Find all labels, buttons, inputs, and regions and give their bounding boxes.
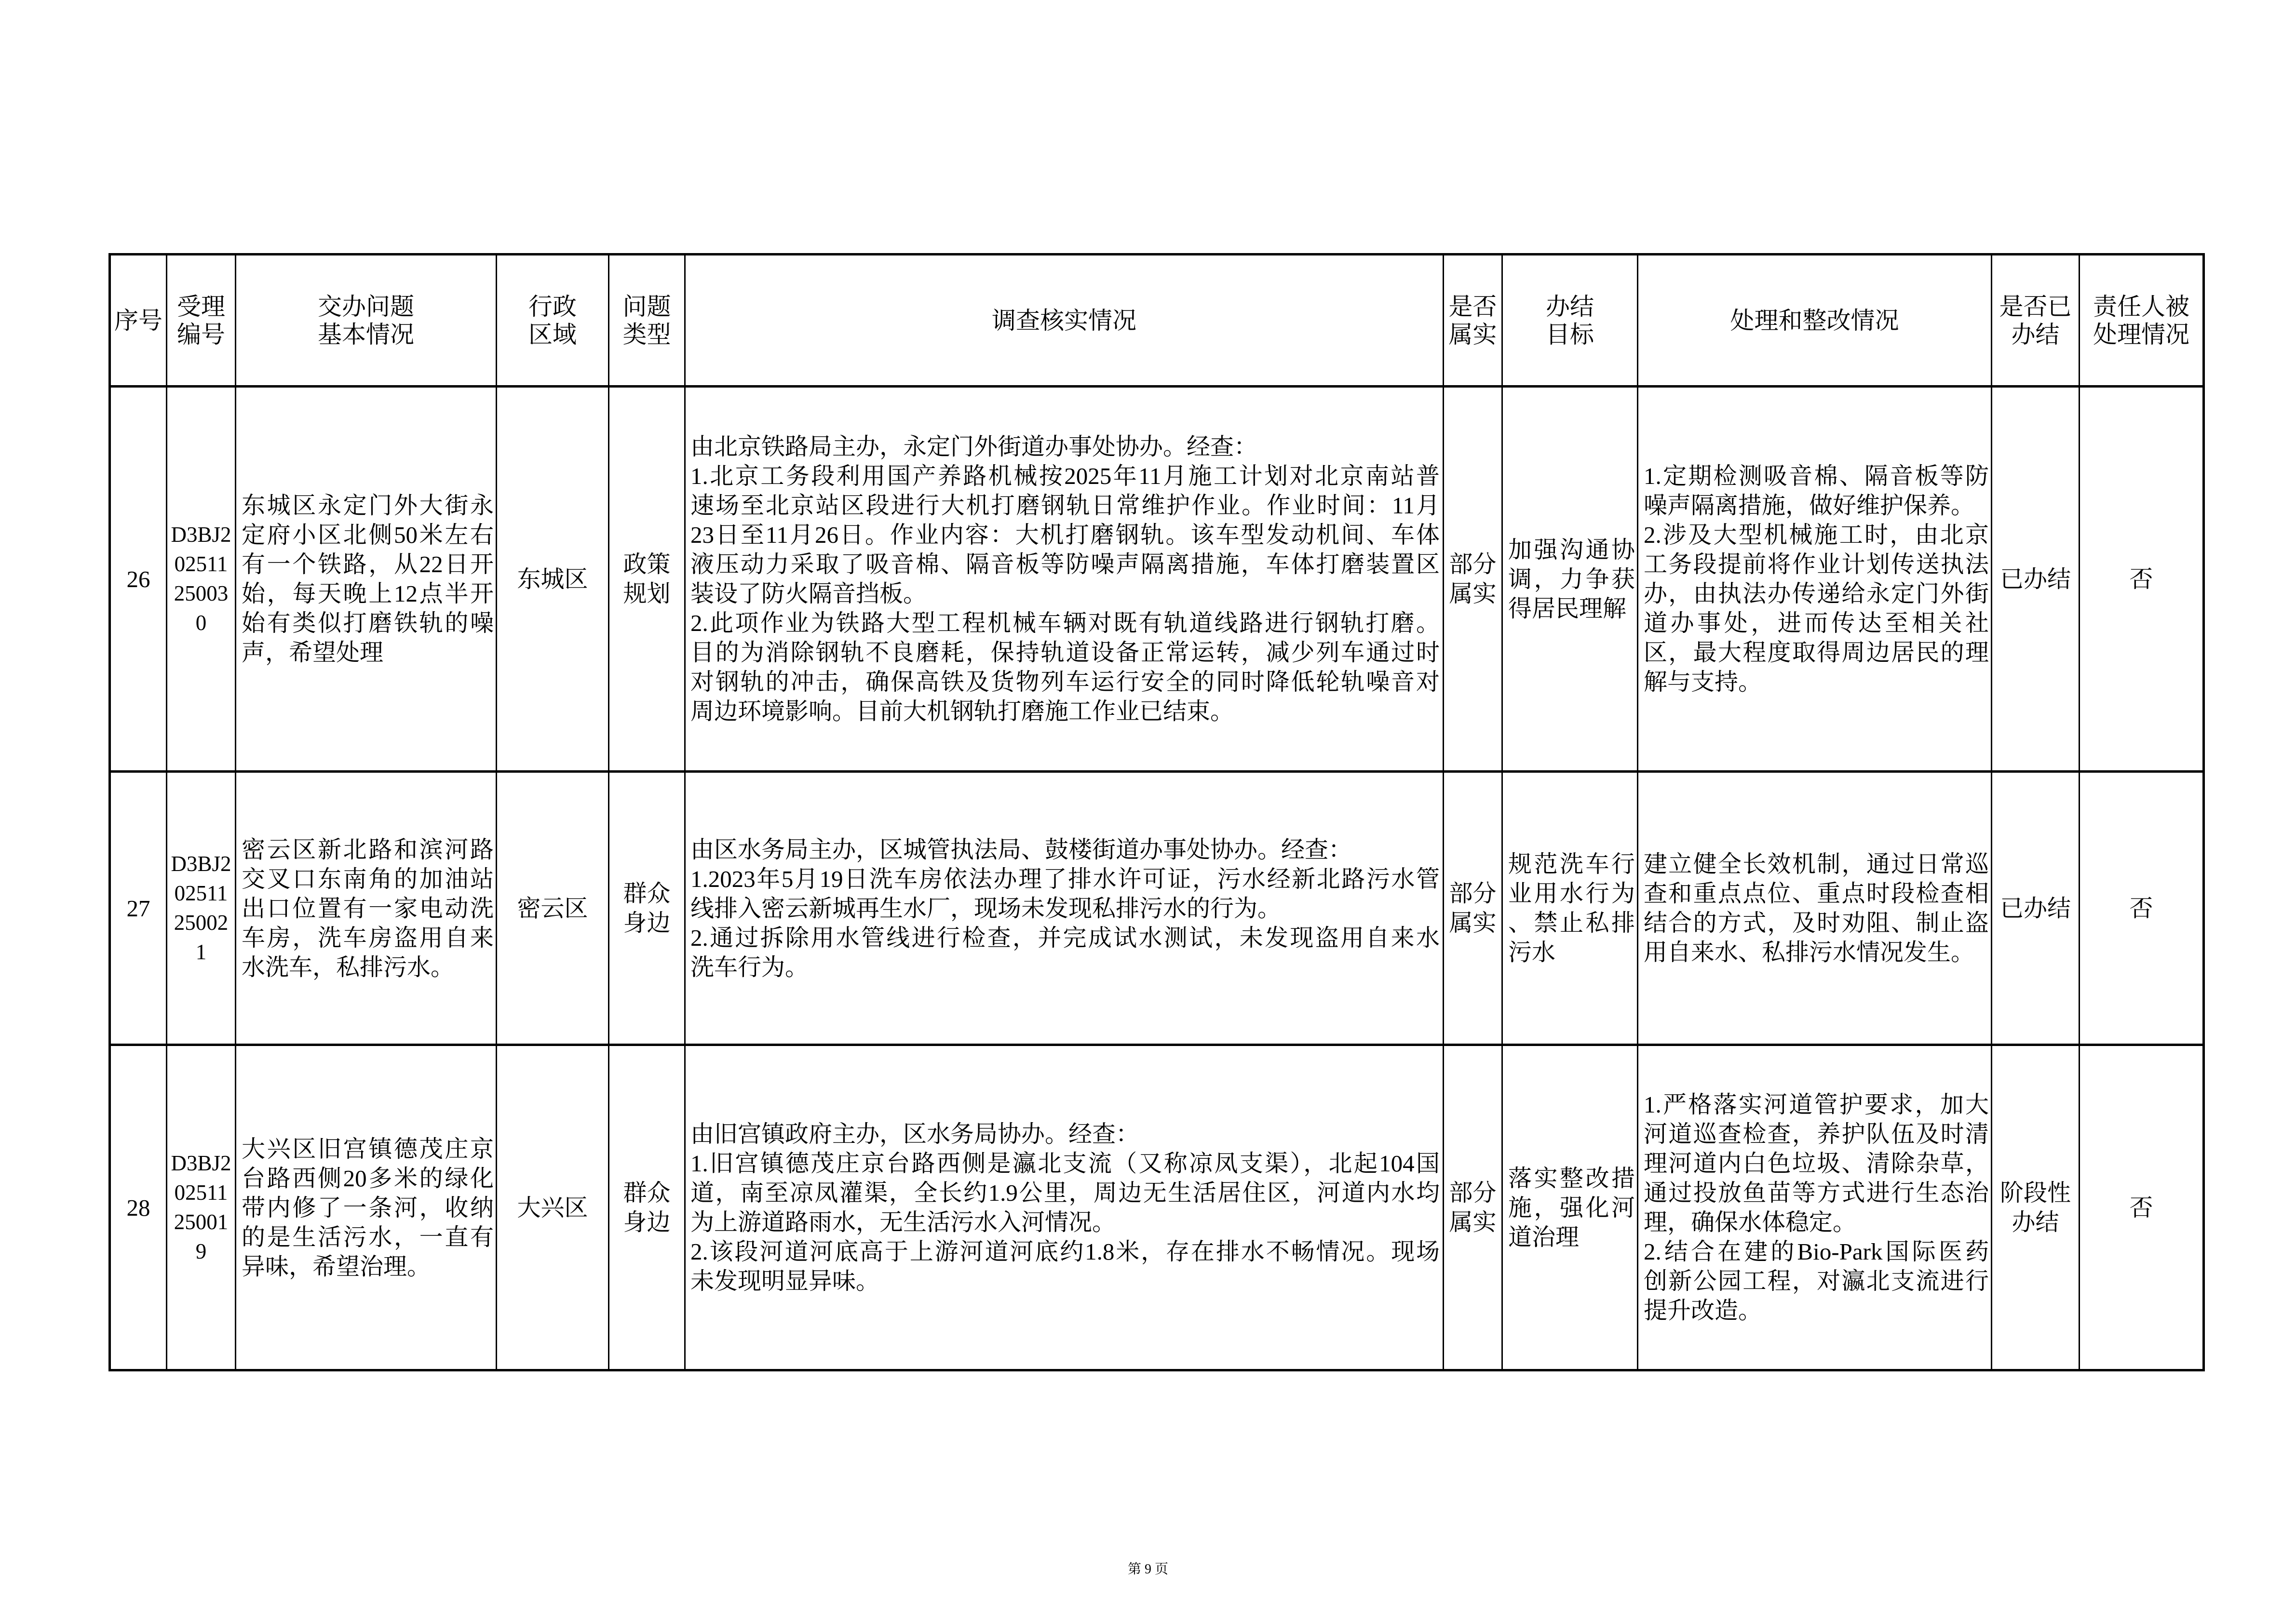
- text-line: 大兴区旧宫镇德茂庄京: [242, 1135, 494, 1162]
- text-line: 加强沟通协: [1508, 536, 1635, 563]
- text-line: 已办结: [1999, 565, 2071, 592]
- text-line: 属实: [1449, 910, 1497, 936]
- page-number: 第 9 页: [1127, 1562, 1168, 1577]
- text-line: 建立健全长效机制，通过日常巡: [1644, 851, 1989, 877]
- goal-text: [1503, 1164, 1637, 1252]
- cell-accountability: [2080, 772, 2204, 1045]
- cell-closed: [1992, 387, 2080, 772]
- cell-closed: [1992, 772, 2080, 1045]
- text-line: 否: [2129, 1194, 2153, 1221]
- text-line: 水洗车，私排污水。: [242, 953, 455, 980]
- text-line: 车房，洗车房盗用自来: [242, 924, 494, 951]
- text-line: 装设了防火隔音挡板。: [690, 580, 927, 607]
- goal-text: [1503, 849, 1637, 967]
- text-line: 2.此项作业为铁路大型工程机械车辆对既有轨道线路进行钢轨打磨。: [690, 610, 1440, 636]
- text-line: 序号: [114, 306, 162, 335]
- text-line: 2.涉及大型机械施工时，由北京: [1644, 522, 1989, 548]
- text-line: 始有类似打磨铁轨的噪: [242, 610, 494, 636]
- cell-accountability: [2080, 387, 2204, 772]
- header-district: [497, 255, 609, 387]
- handling-text: [1638, 849, 1991, 967]
- text-line: 规范洗车行: [1508, 851, 1635, 877]
- text-line: 工务段提前将作业计划传送执法: [1644, 551, 1989, 577]
- text-line: 02511: [174, 881, 228, 905]
- text-line: 办结: [2011, 320, 2060, 349]
- header-closed: [1992, 255, 2080, 387]
- text-line: 由北京铁路局主办，永定门外街道办事处协办。经查：: [690, 433, 1258, 460]
- text-line: 查和重点点位、重点时段检查相: [1644, 880, 1989, 907]
- text-line: 行政: [528, 292, 577, 321]
- cell-goal: [1502, 1045, 1638, 1370]
- cell-category: [609, 1045, 685, 1370]
- text-line: 2.通过拆除用水管线进行检查，并完成试水测试，未发现盗用自来水: [690, 924, 1440, 951]
- investigation-text: [686, 432, 1443, 726]
- text-line: 处理和整改情况: [1730, 306, 1899, 335]
- text-line: 1.定期检测吸音棉、隔音板等防: [1644, 463, 1989, 489]
- cell-issue: [236, 772, 497, 1045]
- text-line: 由区水务局主办，区城管执法局、鼓楼街道办事处协办。经查：: [690, 836, 1352, 863]
- text-line: 已办结: [1999, 895, 2071, 922]
- text-line: 通过投放鱼苗等方式进行生态治: [1644, 1180, 1989, 1206]
- text-line: 创新公园工程，对瀛北支流进行: [1644, 1268, 1989, 1294]
- cell-seq: 28: [110, 1045, 167, 1370]
- text-line: 政策: [623, 551, 671, 577]
- text-line: 交办问题: [318, 292, 414, 321]
- text-line: 污水: [1508, 939, 1556, 966]
- cell-category: [609, 387, 685, 772]
- cell-issue: [236, 387, 497, 772]
- issue-text: [236, 1134, 496, 1281]
- text-line: 属实: [1449, 1209, 1497, 1235]
- text-line: 业用水行为: [1508, 880, 1635, 907]
- cell-goal: [1502, 772, 1638, 1045]
- table-header: [110, 255, 2204, 387]
- header-case-id: [167, 255, 236, 387]
- table-row: [110, 1045, 2204, 1370]
- text-line: 部分: [1449, 1180, 1497, 1206]
- text-line: 道治理: [1508, 1223, 1580, 1250]
- cell-seq: 26: [110, 387, 167, 772]
- text-line: 液压动力采取了吸音棉、隔音板等防噪声隔离措施，车体打磨装置区: [690, 551, 1440, 577]
- text-line: 异味，希望治理。: [242, 1253, 431, 1280]
- text-line: 部分: [1449, 880, 1497, 907]
- text-line: 为上游道路雨水，无生活污水入河情况。: [690, 1209, 1116, 1235]
- text-line: 出口位置有一家电动洗: [242, 895, 494, 922]
- text-line: 是否: [1448, 292, 1497, 321]
- text-line: 基本情况: [318, 320, 414, 349]
- case-table: [108, 253, 2205, 1371]
- text-line: D3BJ2: [171, 1151, 231, 1175]
- cell-case-id: [167, 772, 236, 1045]
- text-line: 阶段性: [1999, 1180, 2071, 1206]
- text-line: 道办事处，进而传达至相关社: [1644, 610, 1989, 636]
- text-line: 部分: [1449, 551, 1497, 577]
- cell-investigation: [685, 772, 1444, 1045]
- text-line: 密云区: [517, 895, 588, 922]
- text-line: 是否已: [1999, 292, 2072, 321]
- cell-handling: [1638, 772, 1992, 1045]
- header-issue: [236, 255, 497, 387]
- text-line: 落实整改措: [1508, 1165, 1635, 1192]
- text-line: 噪声隔离措施，做好维护保养。: [1644, 492, 1975, 519]
- text-line: 25003: [174, 581, 229, 605]
- cell-case-id: [167, 387, 236, 772]
- text-line: 周边环境影响。目前大机钢轨打磨施工作业已结束。: [690, 698, 1234, 724]
- text-line: 办结: [2012, 1209, 2059, 1235]
- text-line: 密云区新北路和滨河路: [242, 836, 494, 863]
- header-category: [609, 255, 685, 387]
- text-line: 类型: [622, 320, 671, 349]
- cell-accountability: [2080, 1045, 2204, 1370]
- text-line: 身边: [623, 910, 671, 936]
- text-line: 解与支持。: [1644, 669, 1762, 695]
- text-line: 带内修了一条河，收纳: [242, 1194, 494, 1221]
- cell-investigation: [685, 1045, 1444, 1370]
- text-line: 区，最大程度取得周边居民的理: [1644, 639, 1989, 666]
- text-line: 1: [195, 940, 207, 964]
- text-line: 2.结合在建的Bio-Park国际医药: [1644, 1238, 1989, 1265]
- investigation-text: [686, 835, 1443, 982]
- cell-verified: [1444, 387, 1502, 772]
- text-line: 02511: [174, 1180, 228, 1205]
- text-line: 东城区永定门外大街永: [242, 492, 494, 519]
- header-seq: [110, 255, 167, 387]
- cell-seq: 27: [110, 772, 167, 1045]
- header-investigation: [685, 255, 1444, 387]
- cell-handling: [1638, 387, 1992, 772]
- header-goal: [1502, 255, 1638, 387]
- text-line: 否: [2129, 565, 2153, 592]
- table-row: [110, 387, 2204, 772]
- text-line: 2.该段河道河底高于上游河道河底约1.8米，存在排水不畅情况。现场: [690, 1238, 1440, 1265]
- text-line: 目标: [1546, 320, 1594, 349]
- cell-investigation: [685, 387, 1444, 772]
- text-line: 办结: [1546, 292, 1594, 321]
- text-line: 大兴区: [517, 1194, 588, 1221]
- text-line: 办，由执法办传递给永定门外街: [1644, 580, 1989, 607]
- text-line: 始，每天晚上12点半开: [242, 580, 494, 607]
- cell-handling: [1638, 1045, 1992, 1370]
- text-line: 施，强化河: [1508, 1194, 1635, 1221]
- text-line: 未发现明显异味。: [690, 1268, 880, 1294]
- issue-text: [236, 835, 496, 982]
- text-line: 1.严格落实河道管护要求，加大: [1644, 1091, 1989, 1118]
- cell-district: [497, 387, 609, 772]
- issue-text: [236, 491, 496, 667]
- text-line: 问题: [622, 292, 671, 321]
- text-line: 的是生活污水，一直有: [242, 1223, 494, 1250]
- text-line: 结合的方式，及时劝阻、制止盗: [1644, 910, 1989, 936]
- text-line: 群众: [623, 1180, 671, 1206]
- text-line: 属实: [1448, 320, 1497, 349]
- text-line: 有一个铁路，从22日开: [242, 551, 494, 577]
- text-line: 理，确保水体稳定。: [1644, 1209, 1857, 1235]
- text-line: 调，力争获: [1508, 565, 1635, 592]
- text-line: 0: [195, 611, 207, 635]
- text-line: 目的为消除钢轨不良磨耗，保持轨道设备正常运转，减少列车通过时: [690, 639, 1440, 666]
- cell-issue: [236, 1045, 497, 1370]
- text-line: 东城区: [517, 565, 588, 592]
- text-line: 责任人被: [2093, 292, 2189, 321]
- cell-closed: [1992, 1045, 2080, 1370]
- text-line: 河道巡查检查，养护队伍及时清: [1644, 1121, 1989, 1147]
- cell-verified: [1444, 772, 1502, 1045]
- text-line: 身边: [623, 1209, 671, 1235]
- text-line: 02511: [174, 552, 228, 576]
- header-handling: [1638, 255, 1992, 387]
- text-line: 声，希望处理: [242, 639, 384, 666]
- text-line: 、禁止私排: [1508, 910, 1635, 936]
- text-line: 9: [195, 1239, 207, 1263]
- text-line: 1.北京工务段利用国产养路机械按2025年11月施工计划对北京南站普: [690, 463, 1440, 489]
- cell-category: [609, 772, 685, 1045]
- cell-verified: [1444, 1045, 1502, 1370]
- text-line: 1.2023年5月19日洗车房依法办理了排水许可证，污水经新北路污水管: [690, 865, 1440, 892]
- text-line: 受理: [177, 292, 225, 321]
- text-line: 定府小区北侧50米左右: [242, 522, 494, 548]
- text-line: 25001: [174, 1210, 229, 1234]
- text-line: 对钢轨的冲击，确保高铁及货物列车运行安全的同时降低轮轨噪音对: [690, 669, 1440, 695]
- header-accountability: [2080, 255, 2204, 387]
- investigation-text: [686, 1119, 1443, 1296]
- text-line: 区域: [528, 320, 577, 349]
- text-line: 否: [2129, 895, 2153, 922]
- handling-text: [1638, 1090, 1991, 1325]
- text-line: 23日至11月26日。作业内容：大机打磨钢轨。该车型发动机间、车体: [690, 522, 1440, 548]
- text-line: 台路西侧20多米的绿化: [242, 1165, 494, 1192]
- text-line: 用自来水、私排污水情况发生。: [1644, 939, 1975, 966]
- text-line: 调查核实情况: [992, 306, 1136, 335]
- header-verified: [1444, 255, 1502, 387]
- table-row: [110, 772, 2204, 1045]
- cell-goal: [1502, 387, 1638, 772]
- cell-district: [497, 1045, 609, 1370]
- handling-text: [1638, 461, 1991, 697]
- text-line: 得居民理解: [1508, 595, 1627, 622]
- text-line: 洗车行为。: [690, 953, 809, 980]
- text-line: 处理情况: [2093, 320, 2189, 349]
- text-line: 速场至北京站区段进行大机打磨钢轨日常维护作业。作业时间：11月: [690, 492, 1440, 519]
- text-line: D3BJ2: [171, 523, 231, 547]
- text-line: 道，南至凉凤灌渠，全长约1.9公里，周边无生活居住区，河道内水均: [690, 1180, 1440, 1206]
- text-line: 理河道内白色垃圾、清除杂草，: [1644, 1150, 1989, 1177]
- text-line: 编号: [177, 320, 225, 349]
- goal-text: [1503, 535, 1637, 623]
- cell-case-id: [167, 1045, 236, 1370]
- text-line: D3BJ2: [171, 852, 231, 876]
- text-line: 提升改造。: [1644, 1297, 1762, 1324]
- text-line: 属实: [1449, 580, 1497, 607]
- text-line: 1.旧宫镇德茂庄京台路西侧是瀛北支流（又称凉凤支渠），北起104国: [690, 1150, 1440, 1177]
- text-line: 25002: [174, 911, 229, 935]
- text-line: 交叉口东南角的加油站: [242, 865, 494, 892]
- cell-district: [497, 772, 609, 1045]
- text-line: 群众: [623, 880, 671, 907]
- text-line: 线排入密云新城再生水厂，现场未发现私排污水的行为。: [690, 895, 1282, 922]
- text-line: 由旧宫镇政府主办，区水务局协办。经查：: [690, 1121, 1140, 1147]
- text-line: 规划: [623, 580, 671, 607]
